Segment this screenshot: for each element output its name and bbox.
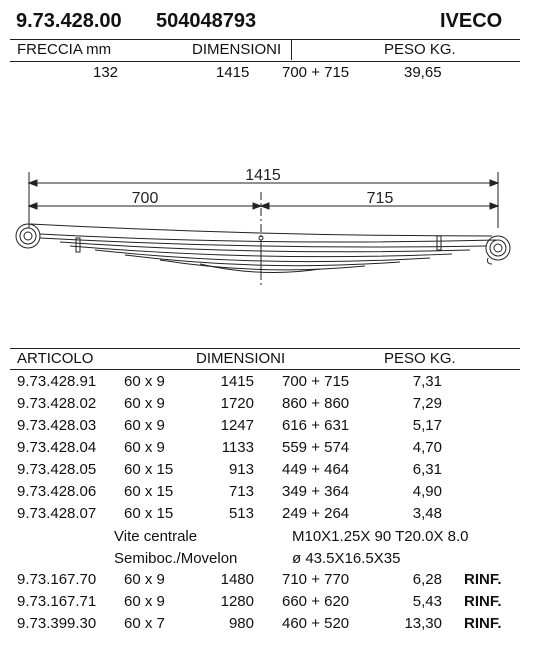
spring-leaves [30,224,496,273]
cell-len: 1247 [220,417,254,434]
cell-split: 660 + 620 [282,593,350,610]
col-freccia: FRECCIA mm [17,41,112,58]
list-top-rule [10,348,520,349]
cell-sec: 60 x 15 [124,483,174,500]
cell-sec: 60 x 9 [124,593,165,610]
left-eye [16,224,40,248]
cell-sec: 60 x 15 [124,461,174,478]
freccia-value: 132 [93,64,119,81]
cell-note: RINF. [464,593,502,610]
dimension-right-label: 715 [366,190,394,207]
cell-peso: 4,90 [412,483,442,500]
cell-sec: 60 x 15 [124,505,174,522]
cell-art: 9.73.167.71 [17,593,97,610]
cell-peso: 3,48 [412,505,442,522]
col-divider [291,40,292,60]
oem-code: 504048793 [156,10,257,32]
cell-art: 9.73.428.91 [17,373,97,390]
cell-art: 9.73.428.05 [17,461,97,478]
cell-peso: 13,30 [404,615,442,632]
col-peso: PESO KG. [384,41,456,58]
cell-split: 349 + 364 [282,483,350,500]
cell-art: 9.73.428.06 [17,483,97,500]
col-articolo: ARTICOLO [17,350,94,367]
col-dimensioni: DIMENSIONI [192,41,282,58]
length-value: 1415 [216,64,250,81]
cell-len: 1480 [220,571,254,588]
cell-split: 616 + 631 [282,417,350,434]
cell-peso: 4,70 [412,439,442,456]
cell-art: 9.73.428.03 [17,417,97,434]
semiboc-value: ø 43.5X16.5X35 [292,550,401,567]
cell-len: 980 [228,615,254,632]
cell-split: 249 + 264 [282,505,350,522]
cell-sec: 60 x 9 [124,571,165,588]
cell-note: RINF. [464,615,502,632]
cell-peso: 7,31 [412,373,442,390]
split-value: 700 + 715 [282,64,350,81]
cell-peso: 6,28 [412,571,442,588]
cell-peso: 5,43 [412,593,442,610]
header-rule [10,39,520,40]
cell-peso: 7,29 [412,395,442,412]
cell-art: 9.73.428.07 [17,505,97,522]
brand-name: IVECO [440,10,503,32]
cell-note: RINF. [464,571,502,588]
part-code: 9.73.428.00 [16,10,122,32]
col-dimensioni-list: DIMENSIONI [196,350,286,367]
cell-peso: 6,31 [412,461,442,478]
list-header-rule [10,369,520,370]
col-peso-list: PESO KG. [384,350,456,367]
cell-art: 9.73.167.70 [17,571,97,588]
cell-peso: 5,17 [412,417,442,434]
cell-len: 1720 [220,395,254,412]
cell-split: 449 + 464 [282,461,350,478]
dimension-left-label: 700 [131,190,159,207]
cell-art: 9.73.428.02 [17,395,97,412]
leaf-spring-drawing [0,150,536,290]
vite-label: Vite centrale [114,528,198,545]
peso-value: 39,65 [404,64,442,81]
cell-art: 9.73.399.30 [17,615,97,632]
cell-sec: 60 x 9 [124,417,165,434]
cell-split: 460 + 520 [282,615,350,632]
cell-split: 700 + 715 [282,373,350,390]
top-table-rule [10,61,520,62]
vite-value: M10X1.25X 90 T20.0X 8.0 [292,528,469,545]
clip-right [437,236,441,250]
cell-len: 1133 [221,439,254,456]
cell-split: 710 + 770 [282,571,350,588]
cell-sec: 60 x 7 [124,615,165,632]
cell-len: 713 [228,483,254,500]
cell-art: 9.73.428.04 [17,439,97,456]
cell-split: 559 + 574 [282,439,350,456]
cell-sec: 60 x 9 [124,395,165,412]
cell-len: 1415 [220,373,254,390]
cell-sec: 60 x 9 [124,439,165,456]
semiboc-label: Semiboc./Movelon [114,550,238,567]
cell-len: 1280 [220,593,254,610]
cell-split: 860 + 860 [282,395,350,412]
dimension-total-label: 1415 [245,167,281,184]
cell-len: 913 [228,461,254,478]
cell-sec: 60 x 9 [124,373,165,390]
cell-len: 513 [228,505,254,522]
